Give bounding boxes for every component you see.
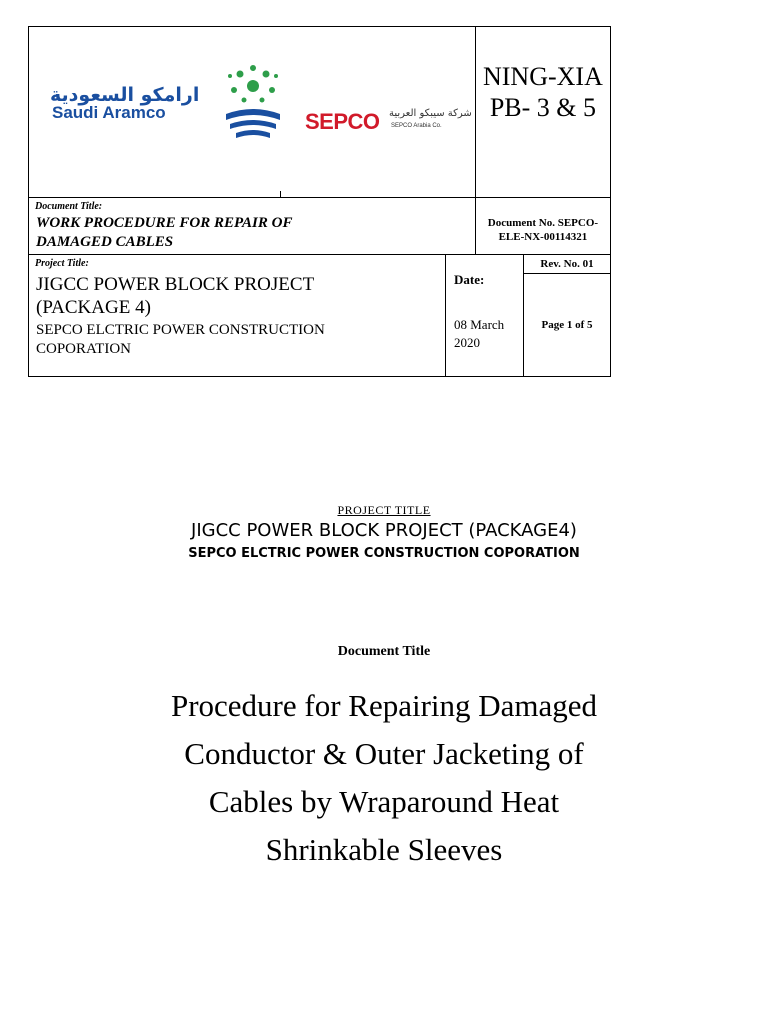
project-line-2: (PACKAGE 4)	[36, 297, 151, 318]
document-number-line-1: Document No. SEPCO-	[487, 217, 599, 229]
sepco-arabia-logo-text: SEPCO Arabia Co.	[391, 123, 442, 129]
date-cell	[446, 255, 524, 377]
document-title-line-2: DAMAGED CABLES	[36, 234, 174, 250]
aramco-star-icon	[222, 60, 284, 140]
date-line-2: 2020	[454, 335, 480, 350]
page-number: Page 1 of 5	[524, 274, 611, 377]
table-tick-mark	[280, 191, 281, 197]
project-title-heading: PROJECT TITLE	[337, 503, 431, 517]
document-header-table	[28, 26, 611, 377]
main-title-line: Shrinkable Sleeves	[265, 832, 503, 867]
plant-cell	[475, 27, 610, 198]
saudi-aramco-logo-text: Saudi Aramco	[52, 103, 166, 122]
contractor-line-1: SEPCO ELCTRIC POWER CONSTRUCTION	[36, 322, 325, 338]
date-line-1: 08 March	[454, 317, 505, 332]
project-line-1: JIGCC POWER BLOCK PROJECT	[36, 274, 315, 295]
contractor-line-2: COPORATION	[36, 341, 132, 357]
document-title-cell	[29, 198, 476, 255]
document-number-line-2: ELE-NX-00114321	[498, 231, 588, 243]
plant-line-1: NING-XIA	[482, 62, 603, 91]
main-title-line: Cables by Wraparound Heat	[208, 784, 560, 819]
document-title-line-1: WORK PROCEDURE FOR REPAIR OF	[36, 215, 293, 231]
document-title-label: Document Title:	[35, 201, 103, 212]
saudi-aramco-arabic-logo-text: ارامكو السعودية	[50, 84, 200, 106]
revision-number: Rev. No. 01	[524, 255, 611, 274]
main-title-line: Conductor & Outer Jacketing of	[184, 736, 584, 771]
sepco-logo-text: SEPCO	[305, 109, 380, 134]
document-number-cell	[475, 198, 610, 255]
sepco-arabic-logo-text: شركة سيبكو العربية	[389, 108, 472, 119]
document-title-heading: Document Title	[337, 644, 431, 659]
project-title-label: Project Title:	[35, 258, 89, 269]
contractor-name: SEPCO ELCTRIC POWER CONSTRUCTION COPORATION	[188, 546, 580, 561]
main-document-title	[0, 682, 768, 874]
date-label: Date:	[454, 272, 485, 287]
project-title: JIGCC POWER BLOCK PROJECT (PACKAGE4)	[191, 520, 577, 541]
project-title-cell	[29, 255, 446, 377]
plant-line-2: PB- 3 & 5	[489, 93, 596, 122]
main-title-line: Procedure for Repairing Damaged	[170, 688, 598, 723]
